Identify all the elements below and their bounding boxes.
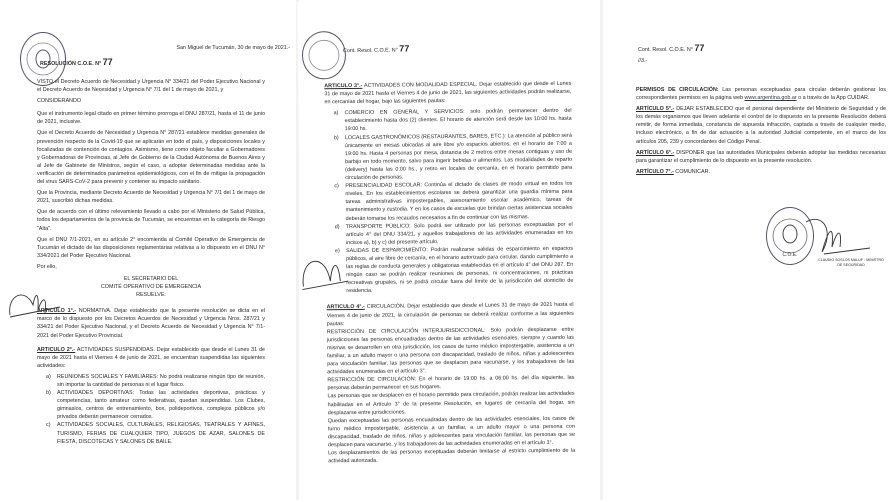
document-page-3 xyxy=(604,0,891,500)
article-1: ARTICULO 1°.- NORMATIVA. Dejar establecido que la presente resolución se dicta en el marco de lo dispuesto por los Decretos Acuerdos de Necesidad y Urgencia Nros. 287/21 y 334/21 del Poder Ejecutivo Nacional, y el Decreto Acuerdo de Necesidad y Urgencia N° 7/1-2021 del Poder Ejecutivo Provincial. xyxy=(37,308,265,339)
article-4: ARTICULO 4°.- CIRCULACIÓN. Dejar establecido que desde el Lunes 31 de mayo de 2021 hasta el Viernes 4 de junio de 2021, la circulación de personas se deberá realizar conforme a las siguientes pautas: xyxy=(326,302,574,327)
considerando-heading: CONSIDERANDO xyxy=(37,98,82,105)
signature xyxy=(5,285,65,325)
list-item: c) PRESENCIALIDAD ESCOLAR: Continúa el dictado de clases de modo virtual en todos los niveles. En los establecimientos escolares se deberá garantizar una guardia mínima para tareas administrativas impostergables, asesoramiento escolar académico, tareas de mantenimiento y custodia. Y en los casos de escuelas que brindan ciertas asistencias sociales deberán tomarse los recaudos necesarios a fin de continuar con las mismas. xyxy=(334,180,573,222)
svg-text:C.O.E.: C.O.E. xyxy=(782,252,798,258)
paragraph: Que el Decreto Acuerdo de Necesidad y Urgencia N° 287/21 establece medidas generales de prevención respecto de la Covid-19 que se aplicarán en todo el país, y disposiciones locales y focalizadas de contención de contagios. Asimismo, tiene como objeto facultar a Gobernadores y Gobernadoras de Provincias, al Jefe de Gobierno de la Ciudad Autónoma de Buenos Aires y al Jefe de Gabinete de Ministros, según el caso, a adoptar determinadas medidas ante la verificación de determinados parámetros epidemiológicos, con el fin de mitigar la propagación del virus SARS-CoV-2 para prevenir y contener su impacto sanitario. xyxy=(37,130,265,186)
article-2-items xyxy=(37,373,265,446)
document-body-p2 xyxy=(324,80,575,466)
document-body-p3 xyxy=(636,86,886,179)
article-4-paragraph: Las personas que se desplacen en el horario permitido para circulación, podrán realizar las actividades habilitadas en el Artículo 3° de la presente Resolución, en lugares de cercanía del hogar, sin desplazarse entre jurisdicciones. xyxy=(327,391,575,416)
paragraph: Que la Provincia, mediante Decreto Acuerdo de Necesidad y Urgencia N° 7/1 del 1 de mayo de 2021, suscribió dichas medidas. xyxy=(37,190,265,205)
list-item: a) COMERCIO EN GENERAL Y SERVICIOS: solo podrán permanecer dentro del establecimiento hasta dos (2) clientes. El horario de atención será desde las 10:00 hs. hasta 19:00 hs. xyxy=(333,108,572,133)
paragraph: Que el DNU 7/1-2021, en su artículo 2° encomienda al Comité Operativo de Emergencia de Tucumán el dictado de las disposiciones reglamentarias relativas a lo dispuesto en el DNU N° 334/2021 del Poder Ejecutivo Nacional. xyxy=(37,236,265,259)
permisos-circulacion: PERMISOS DE CIRCULACIÓN: Las personas exceptuadas para circular deberán gestionar los correspondientes permisos en la página web www.argentina.gob.ar o a través de la App CUIDAR. xyxy=(636,87,886,102)
article-7: ARTÍCULO 7°.- COMUNICAR. xyxy=(636,168,711,175)
list-item: a) REUNIONES SOCIALES Y FAMILIARES: No podrá realizarse ningún tipo de reunión, sin importar la cantidad de personas ni el lugar físico. xyxy=(46,373,265,388)
authority-heading: EL SECRETARIO DEL COMITÉ OPERATIVO DE EMERGENCIA RESUELVE: xyxy=(100,275,202,299)
official-seal xyxy=(302,31,347,79)
article-4-paragraph: RESTRICCIÓN DE CIRCULACIÓN: En el horario de 19:00 hs. a 06:00 hs. del día siguiente, las personas deberán permanecer en sus hogares. xyxy=(327,374,575,392)
list-item: c) ACTIVIDADES SOCIALES, CULTURALES, RELIGIOSAS, TEATRALES Y AFINES, TURISMO, FERIAS DE CUALQUIER TIPO, JUEGOS DE AZAR, SALONES DE FIESTA, DISCOTECAS Y SALONES DE BAILE. xyxy=(46,422,265,445)
article-4-paragraph: Quedan exceptuadas las personas encuadradas dentro de las actividades esenciales, los casos de turno médico impostergable, asistencia a un familiar, a un adulto mayor o una persona con discapacidad, traslado de niños, niñas y adolescentes para vinculación familiar, las personas que se desplacen para vacunarse, y los trabajadores de las actividades enumeradas en el artículo 3°. xyxy=(327,415,575,449)
document-date: San Miguel de Tucumán, 30 de mayo de 2021.- xyxy=(176,45,290,51)
resolution-title: RESOLUCIÓN C.O.E. N° 77 xyxy=(40,57,113,67)
visto: VISTO el Decreto Acuerdo de Necesidad y Urgencia N° 334/21 del Poder Ejecutivo Nacional y el Decreto Acuerdo de Necesidad y Urgencia N° 7/1 del 1 de mayo de 2021, y xyxy=(37,79,265,94)
paragraph: Que de acuerdo con el último relevamiento llevado a cabo por el Ministerio de Salud Pública, todos los departamentos de la provincia de Tucumán, se encuentran en la categoría de Riesgo "Alta". xyxy=(37,209,265,232)
page-divider xyxy=(600,0,603,500)
list-item: e) SALIDAS DE ESPARCIMIENTO: Podrán realizarse salidas de esparcimiento en espacios públicos, al aire libre de cercanía, en el horario autorizado para circular, dando cumplimiento a las reglas de conducta generales y obligatorias establecidas en el artículo 4° del DNU 287. En ningún caso se podrán realizar reuniones de personas, ni concentraciones, ni prácticas recreativas grupales, ni se podrá circular fuera del límite de la jurisdicción del domicilio de residencia. xyxy=(334,245,574,295)
paragraph: Que el instrumento legal citado en primer término prorroga el DNU 287/21, hasta el 11 de junio de 2021, inclusive. xyxy=(37,111,265,126)
article-3: ARTICULO 3°.- ACTIVIDADES CON MODALIDAD ESPECIAL. Dejar establecido que desde el Lunes 31 de mayo de 2021 hasta el Viernes 4 de junio de 2021, las siguientes actividades podrán realizarse, en cercanías del hogar, bajo las siguientes pautas: xyxy=(324,80,572,106)
list-item: d) TRANSPORTE PÚBLICO: Solo podrá ser utilizado por las personas exceptuadas por el artículo 4° del DNU 334/21, y aquellos trabajadores de las actividades enumeradas en los incisos a), b) y c) del presente artículo. xyxy=(334,221,573,246)
page-marker: //3.- xyxy=(638,58,648,64)
article-4-paragraph: RESTRICCIÓN DE CIRCULACIÓN INTERJURISDICCIONAL: Solo podrán desplazarse entre jurisdicciones las personas encuadradas dentro de las actividades esenciales, siempre y cuando las mismas se desarrollen en otra jurisdicción, los casos de turno médico impostergable, asistencia a un familiar, a un adulto mayor o una persona con discapacidad, traslado de niños, niñas y adolescentes para vinculación familiar, las personas que se desplacen para vacunarse, y los trabajadores de las actividades enumeradas en el artículo 3°. xyxy=(326,326,575,376)
page-header: Cont. Resol. C.O.E. N° 77 xyxy=(342,43,410,55)
article-5: ARTÍCULO 5°.- DEJAR ESTABLECIDO que el personal dependiente del Ministerio de Seguridad y de los demás organismos que lleven adelante el control de lo dispuesto en la presente Resolución deberá remitir, de forma inmediata, constancia de supuesta infracción, captada a través de cualquier medio, incluso electrónico, a fin de dar actuación a la autoridad Judicial competente, en el marco de los artículos 205, 239 y concordantes del Código Penal. xyxy=(636,106,886,145)
list-item: b) ACTIVIDADES DEPORTIVAS: Todas las actividades deportivas, prácticas y competencias, tanto amateur como federativas, quedan suspendidas. Los Clubes, gimnasios, centros de entrenamiento, box, polideportivos, complejos públicos y/o privados deberán permanecer cerrados. xyxy=(46,390,265,421)
article-3-items xyxy=(325,107,574,296)
document-page-2 xyxy=(297,0,602,502)
signature xyxy=(300,251,350,297)
article-4-paragraph: Los desplazamientos de las personas exceptuadas deberán limitarse al estricto cumplimiento de la actividad autorizada. xyxy=(328,447,576,465)
page-header: Cont. Resol. C.O.E. N° 77 xyxy=(638,43,705,53)
signature-caption: CLAUDIO SOSLOS MALUF - MINISTRO DE SEGURIDAD xyxy=(818,258,884,267)
document-page-1 xyxy=(0,0,296,500)
list-item: b) LOCALES GASTRONÓMICOS (RESTAURANTES, BARES, ETC.): La atención al público será únicamente en mesas ubicadas al aire libre y/o espacios abiertos, en el horario de 7:00 a 19:00 hs. Hasta 4 personas por mesa, distancia de 2 metros entre mesas contiguas y uso de barbijo en todo momento, salvo para ingerir bebidas o alimentos. Las modalidades de reparto (delivery) hasta las 0:00 hs., y retiro en locales de cercanía, en el horario permitido para circulación de personas. xyxy=(333,132,573,182)
por-ello: Por ello, xyxy=(37,263,57,270)
document-body-p1 xyxy=(37,78,265,446)
article-2: ARTICULO 2°.- ACTIVIDADES SUSPENDIDAS. Dejar establecido que desde el Lunes 31 de mayo de 2021 hasta el Viernes 4 de junio de 2021, se encuentran suspendidas las siguientes actividades: xyxy=(37,346,265,369)
signature xyxy=(804,212,874,262)
website-link[interactable]: www.argentina.gob.ar xyxy=(744,95,797,102)
article-6: ARTÍCULO 6°.- DISPONER que las autoridades Municipales deberán adoptar las medidas necesarias para garantizar el cumplimiento de lo dispuesto en la presente resolución. xyxy=(636,149,886,164)
